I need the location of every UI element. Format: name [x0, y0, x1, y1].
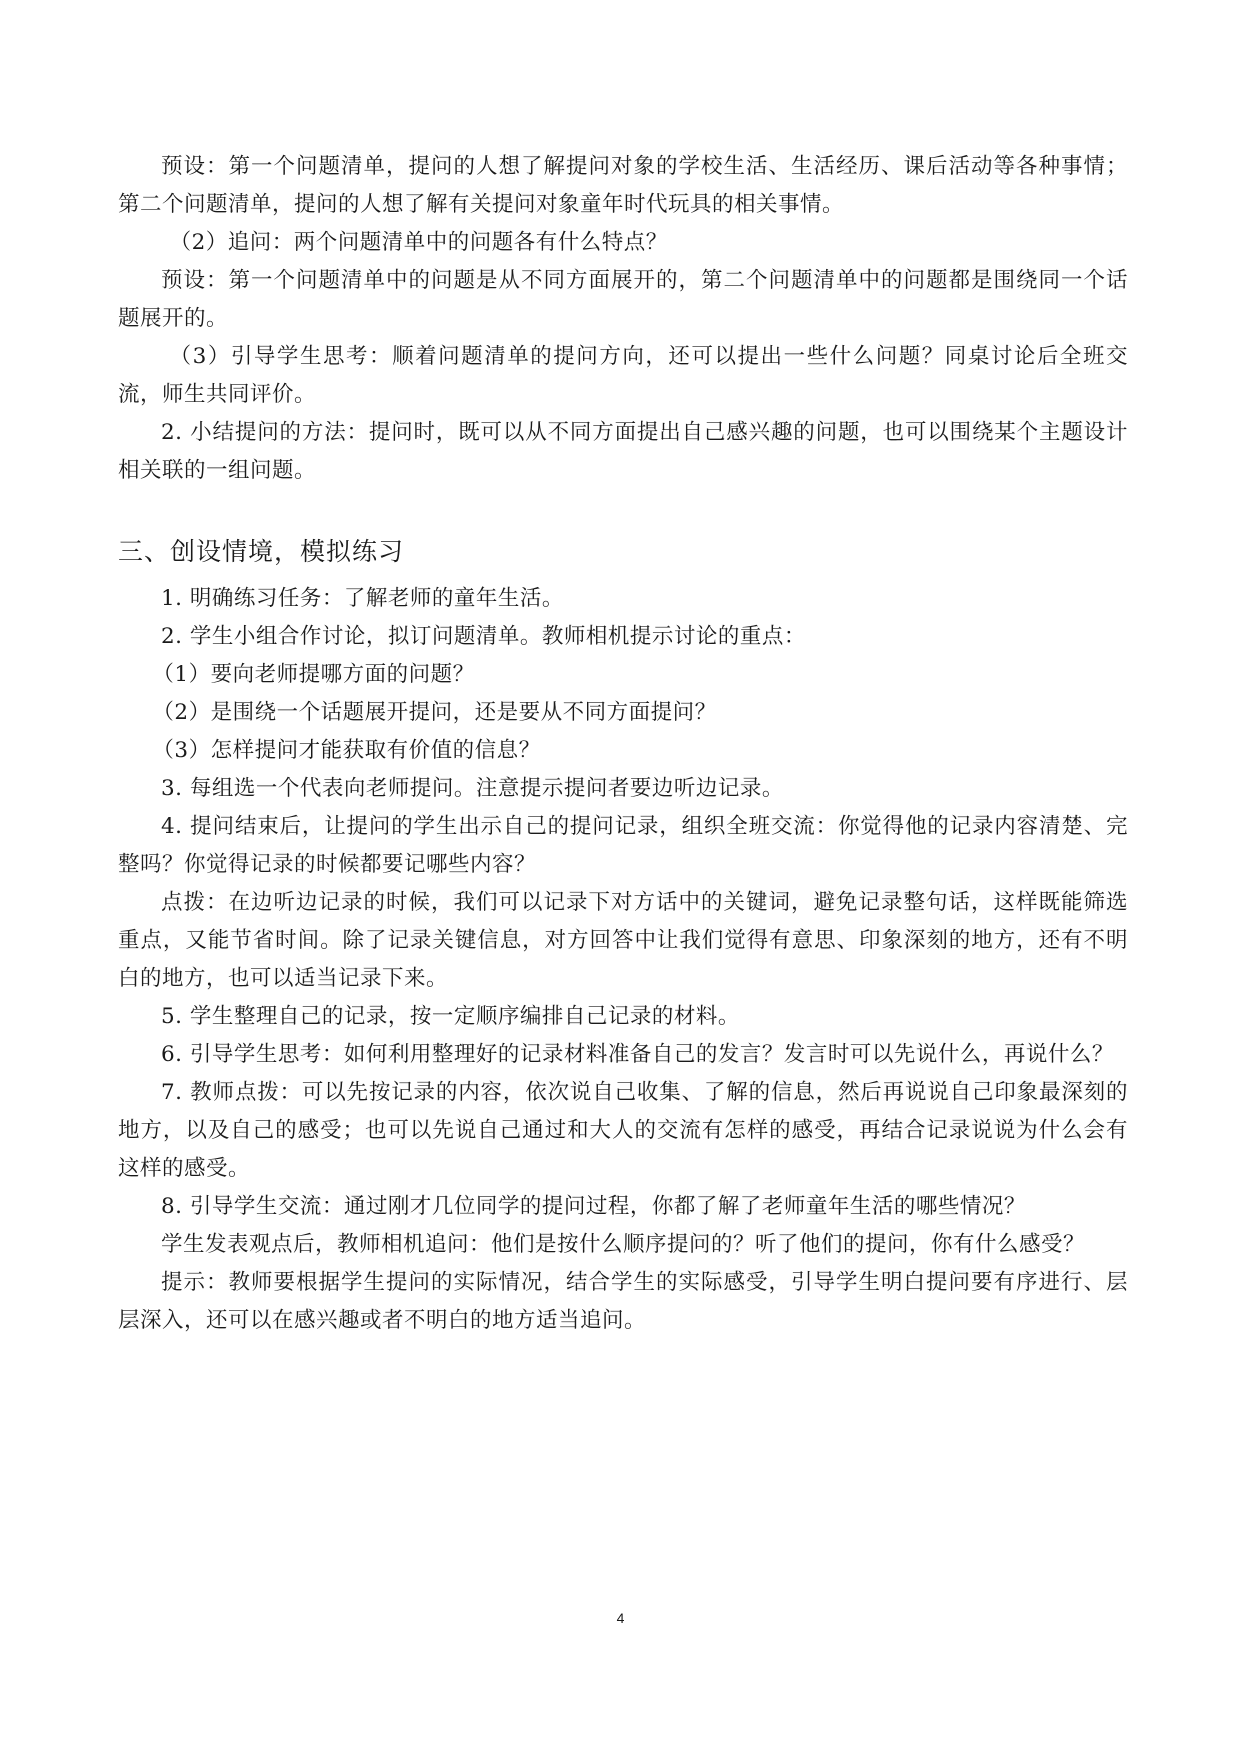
- list-item-2: 2. 学生小组合作讨论，拟订问题清单。教师相机提示讨论的重点：: [161, 624, 806, 649]
- list-item-4: 4. 提问结束后，让提问的学生出示自己的提问记录，组织全班交流：你觉得他的记录内容清楚、完整吗？你觉得记录的时候都要记哪些内容？: [118, 814, 1128, 877]
- sub-item-3: （3）怎样提问才能获取有价值的信息？: [152, 738, 541, 763]
- paragraph-summary-method: 2. 小结提问的方法：提问时，既可以从不同方面提出自己感兴趣的问题，也可以围绕某个主题设计相关联的一组问题。: [118, 420, 1128, 483]
- paragraph-followup: 学生发表观点后，教师相机追问：他们是按什么顺序提问的？听了他们的提问，你有什么感受？: [161, 1232, 1086, 1257]
- paragraph-hint: 提示：教师要根据学生提问的实际情况，结合学生的实际感受，引导学生明白提问要有序进行、层层深入，还可以在感兴趣或者不明白的地方适当追问。: [118, 1270, 1128, 1333]
- sub-item-2: （2）是围绕一个话题展开提问，还是要从不同方面提问？: [152, 700, 717, 725]
- sub-item-1: （1）要向老师提哪方面的问题？: [152, 662, 475, 687]
- paragraph-preset-1: 预设：第一个问题清单，提问的人想了解提问对象的学校生活、生活经历、课后活动等各种事情；第二个问题清单，提问的人想了解有关提问对象童年时代玩具的相关事情。: [118, 154, 1128, 217]
- page-number: 4: [616, 1610, 625, 1626]
- page-content: [118, 148, 1128, 1340]
- paragraph-guide-thinking: （3）引导学生思考：顺着问题清单的提问方向，还可以提出一些什么问题？同桌讨论后全班交流，师生共同评价。: [118, 344, 1128, 407]
- spacer: [118, 490, 1128, 532]
- list-item-6: 6. 引导学生思考：如何利用整理好的记录材料准备自己的发言？发言时可以先说什么，再说什么？: [161, 1042, 1114, 1067]
- paragraph-preset-2: 预设：第一个问题清单中的问题是从不同方面展开的，第二个问题清单中的问题都是围绕同一个话题展开的。: [118, 268, 1128, 331]
- list-item-1: 1. 明确练习任务：了解老师的童年生活。: [161, 586, 564, 611]
- list-item-8: 8. 引导学生交流：通过刚才几位同学的提问过程，你都了解了老师童年生活的哪些情况？: [161, 1194, 1026, 1219]
- list-item-5: 5. 学生整理自己的记录，按一定顺序编排自己记录的材料。: [161, 1004, 740, 1029]
- list-item-3: 3. 每组选一个代表向老师提问。注意提示提问者要边听边记录。: [161, 776, 784, 801]
- section-heading: 三、创设情境，模拟练习: [118, 537, 405, 566]
- list-item-7: 7. 教师点拨：可以先按记录的内容，依次说自己收集、了解的信息，然后再说说自己印象最深刻的地方，以及自己的感受；也可以先说自己通过和大人的交流有怎样的感受，再结合记录说说为什么会有这样的感受。: [118, 1080, 1128, 1181]
- paragraph-followup-question: （2）追问：两个问题清单中的问题各有什么特点？: [169, 230, 668, 255]
- paragraph-tip-recording: 点拨：在边听边记录的时候，我们可以记录下对方话中的关键词，避免记录整句话，这样既能筛选重点，又能节省时间。除了记录关键信息，对方回答中让我们觉得有意思、印象深刻的地方，还有不明白的地方，也可以适当记录下来。: [118, 890, 1128, 991]
